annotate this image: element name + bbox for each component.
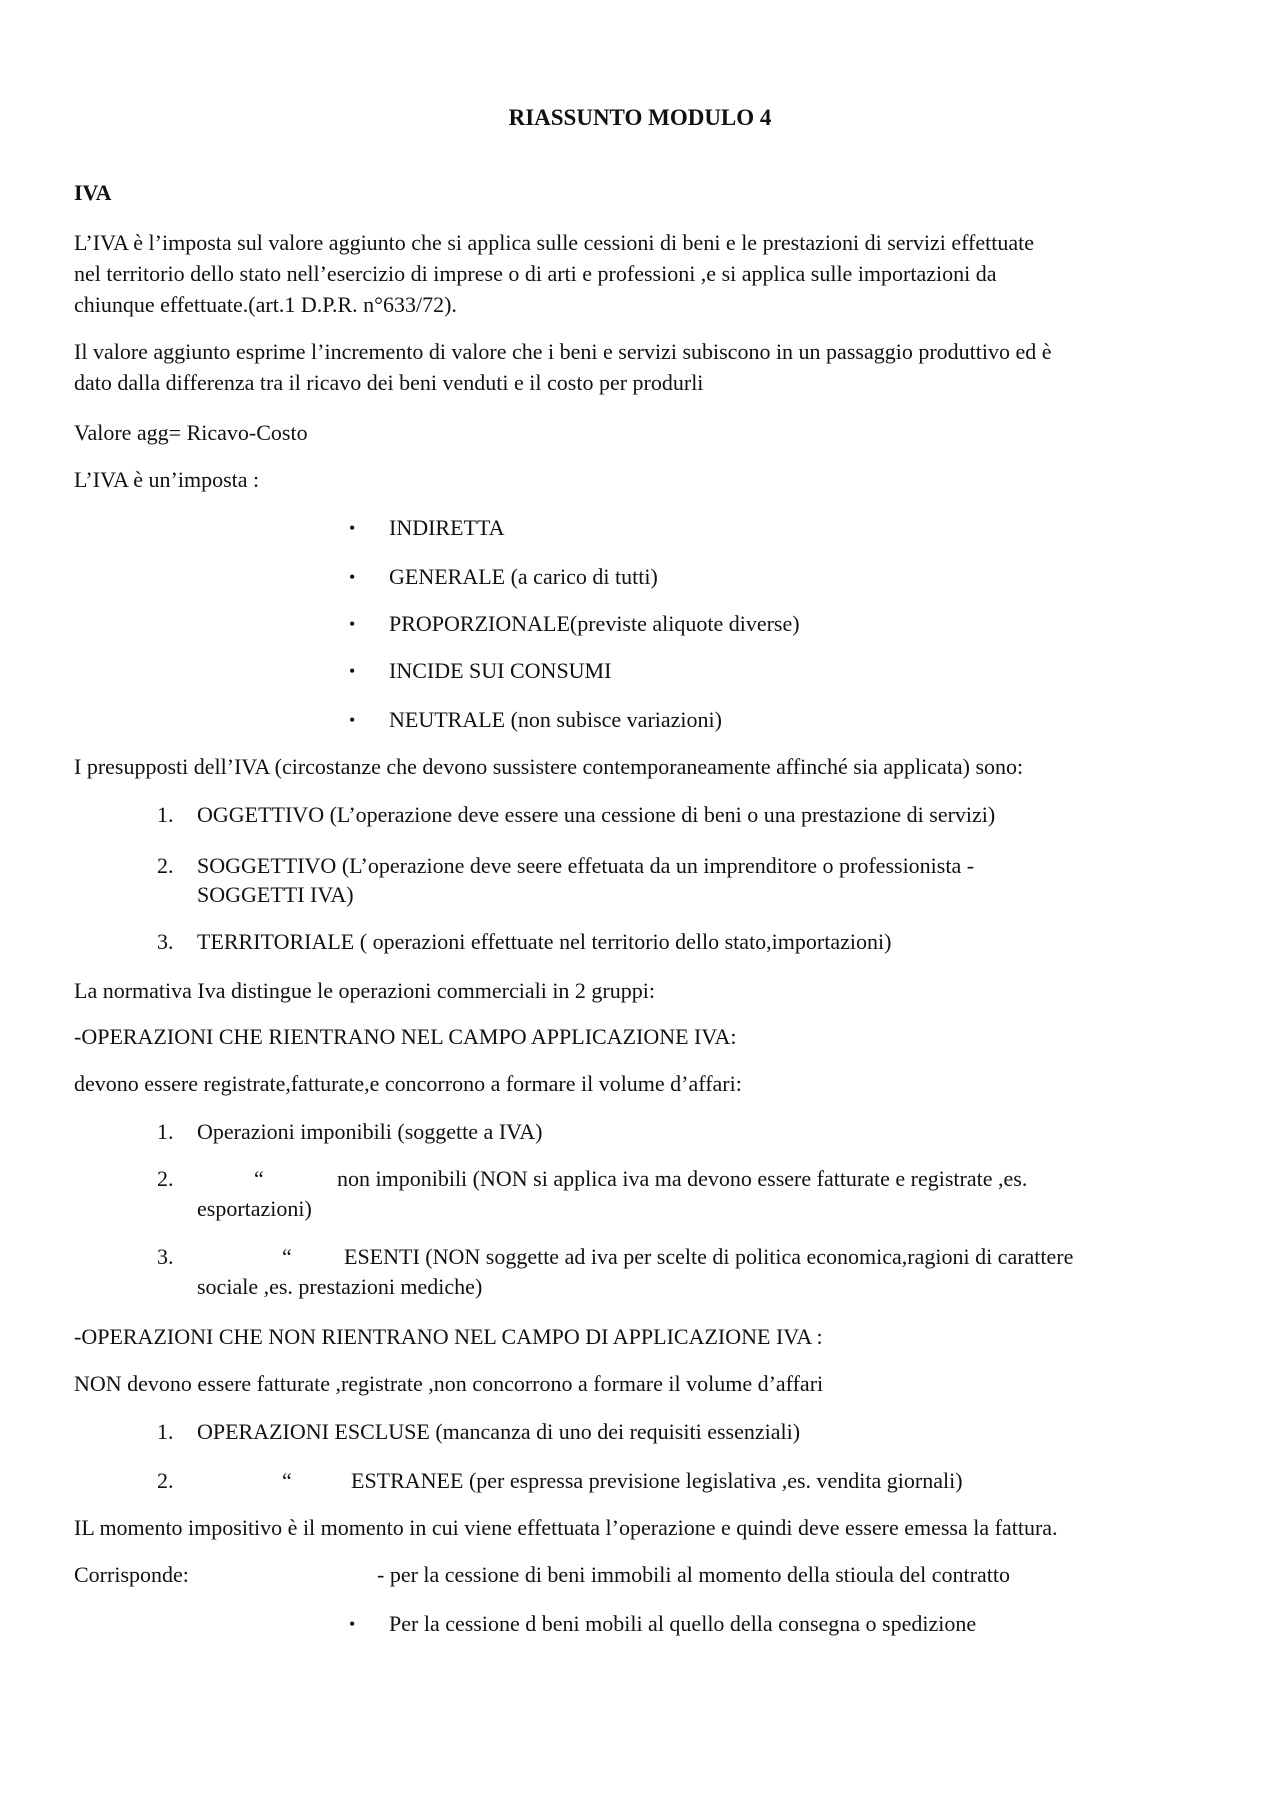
- tax-feature-item: PROPORZIONALE(previste aliquote diverse): [389, 611, 800, 636]
- intro-line-2: nel territorio dello stato nell’esercizio di imprese o di arti e professioni ,e si applica sulle importazioni da: [74, 261, 997, 286]
- list-number: 2.: [157, 853, 174, 878]
- formula-text: Valore agg= Ricavo-Costo: [74, 420, 308, 445]
- tax-feature-item: GENERALE (a carico di tutti): [389, 564, 658, 589]
- operation-item: OPERAZIONI ESCLUSE (mancanza di uno dei requisiti essenziali): [197, 1419, 801, 1444]
- bullet-icon: •: [349, 661, 356, 681]
- taxable-moment-text: IL momento impositivo è il momento in cui viene effettuata l’operazione e quindi deve essere emessa la fattura.: [74, 1515, 1058, 1540]
- tax-lead-text: L’IVA è un’imposta :: [74, 467, 260, 492]
- prerequisite-item-continued: SOGGETTI IVA): [197, 882, 354, 907]
- operation-item: ESTRANEE (per espressa previsione legislativa ,es. vendita giornali): [351, 1468, 963, 1493]
- operation-item-continued: sociale ,es. prestazioni mediche): [197, 1274, 483, 1299]
- bullet-icon: •: [349, 518, 356, 538]
- corresponds-second-item: Per la cessione d beni mobili al quello della consegna o spedizione: [389, 1611, 977, 1636]
- tax-feature-item: INDIRETTA: [389, 515, 505, 540]
- list-number: 1.: [157, 1119, 174, 1144]
- group-out-description: NON devono essere fatturate ,registrate ,non concorrono a formare il volume d’affari: [74, 1371, 824, 1396]
- ditto-mark: “: [254, 1166, 264, 1191]
- corresponds-first-item: - per la cessione di beni immobili al momento della stioula del contratto: [377, 1562, 1010, 1587]
- bullet-icon: •: [349, 567, 356, 587]
- list-number: 3.: [157, 1244, 174, 1269]
- groups-lead-text: La normativa Iva distingue le operazioni commerciali in 2 gruppi:: [74, 978, 655, 1003]
- bullet-icon: •: [349, 710, 356, 730]
- list-number: 3.: [157, 929, 174, 954]
- group-out-heading: -OPERAZIONI CHE NON RIENTRANO NEL CAMPO DI APPLICAZIONE IVA :: [74, 1324, 823, 1349]
- operation-item: ESENTI (NON soggette ad iva per scelte di politica economica,ragioni di carattere: [344, 1244, 1074, 1269]
- corresponds-label: Corrisponde:: [74, 1562, 189, 1587]
- prerequisite-item: SOGGETTIVO (L’operazione deve seere effetuata da un imprenditore o professionista -: [197, 853, 975, 878]
- document-title: RIASSUNTO MODULO 4: [508, 105, 772, 130]
- operation-item-continued: esportazioni): [197, 1196, 312, 1221]
- intro-line-1: L’IVA è l’imposta sul valore aggiunto che si applica sulle cessioni di beni e le prestazioni di servizi effettuate: [74, 230, 1034, 255]
- value-added-line-2: dato dalla differenza tra il ricavo dei beni venduti e il costo per produrli: [74, 370, 704, 395]
- bullet-icon: •: [349, 1614, 356, 1634]
- tax-feature-item: INCIDE SUI CONSUMI: [389, 658, 612, 683]
- group-in-description: devono essere registrate,fatturate,e concorrono a formare il volume d’affari:: [74, 1071, 742, 1096]
- intro-line-3: chiunque effettuate.(art.1 D.P.R. n°633/72).: [74, 292, 457, 317]
- group-in-heading: -OPERAZIONI CHE RIENTRANO NEL CAMPO APPLICAZIONE IVA:: [74, 1024, 737, 1049]
- prerequisite-item: TERRITORIALE ( operazioni effettuate nel territorio dello stato,importazioni): [197, 929, 892, 954]
- prereq-lead-text: I presupposti dell’IVA (circostanze che devono sussistere contemporaneamente affinché sia applicata) sono:: [74, 754, 1024, 779]
- list-number: 1.: [157, 1419, 174, 1444]
- list-number: 2.: [157, 1468, 174, 1493]
- list-number: 1.: [157, 802, 174, 827]
- prerequisite-item: OGGETTIVO (L’operazione deve essere una cessione di beni o una prestazione di servizi): [197, 802, 996, 827]
- bullet-icon: •: [349, 614, 356, 634]
- operation-item: Operazioni imponibili (soggette a IVA): [197, 1119, 543, 1144]
- ditto-mark: “: [282, 1468, 292, 1493]
- section-heading-iva: IVA: [74, 180, 112, 205]
- operation-item: non imponibili (NON si applica iva ma devono essere fatturate e registrate ,es.: [337, 1166, 1028, 1191]
- tax-feature-item: NEUTRALE (non subisce variazioni): [389, 707, 722, 732]
- list-number: 2.: [157, 1166, 174, 1191]
- ditto-mark: “: [282, 1244, 292, 1269]
- value-added-line-1: Il valore aggiunto esprime l’incremento di valore che i beni e servizi subiscono in un passaggio produttivo ed è: [74, 339, 1052, 364]
